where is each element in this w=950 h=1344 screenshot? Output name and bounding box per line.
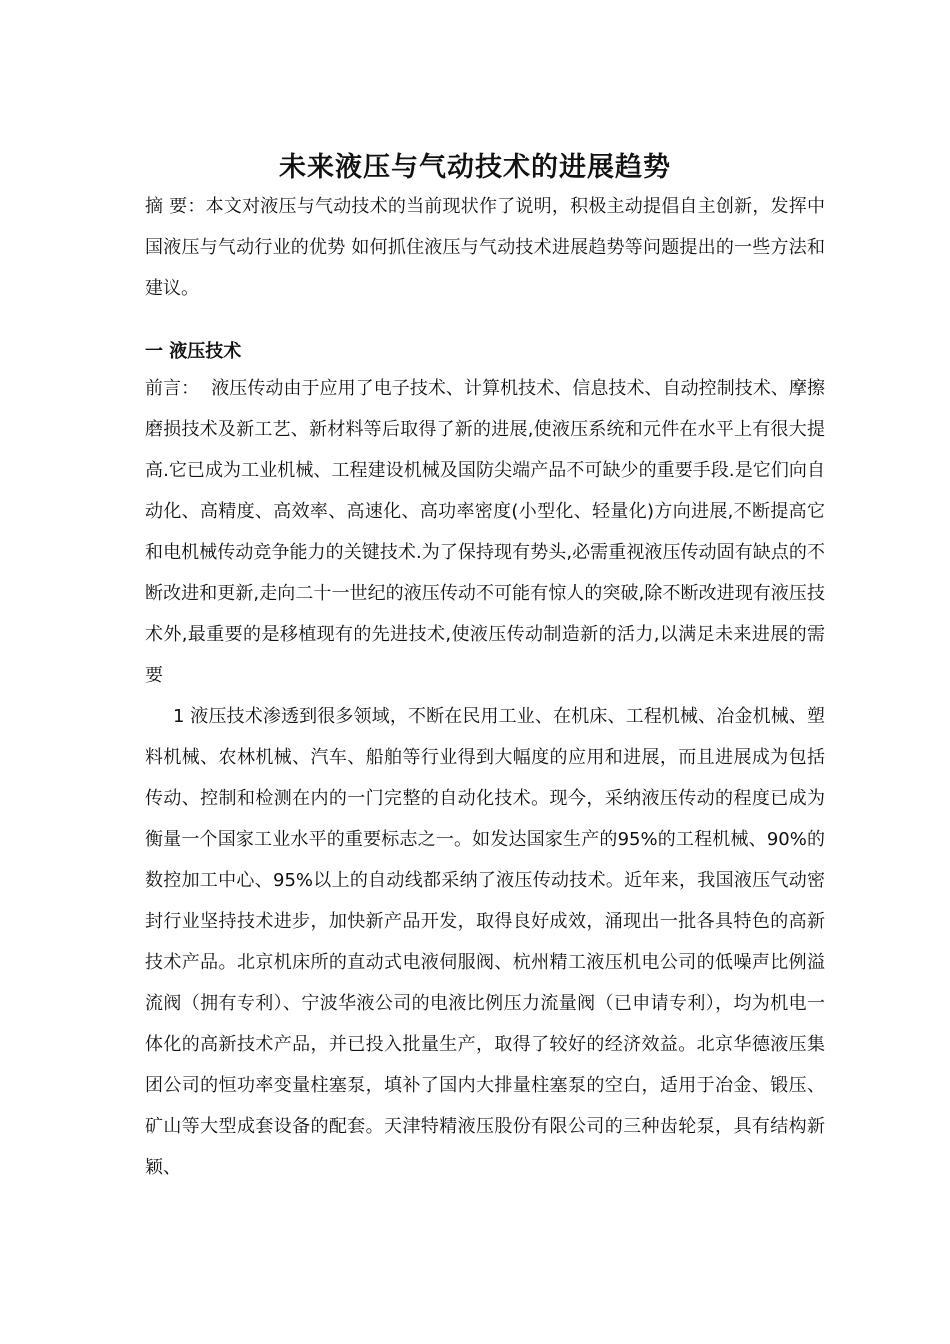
abstract-paragraph: [145, 186, 825, 309]
abstract-text: 本文对液压与气动技术的当前现状作了说明，积极主动提倡自主创新，发挥中国液压与气动行业的优势 如何抓住液压与气动技术进展趋势等问题提出的一些方法和建议。: [145, 196, 825, 299]
document-title: 未来液压与气动技术的进展趋势: [279, 152, 671, 184]
section-heading-hydraulics: 一 液压技术: [145, 341, 242, 362]
body-paragraph-1: 1 液压技术渗透到很多领域，不断在民用工业、在机床、工程机械、冶金机械、塑料机械、农林机械、汽车、船舶等行业得到大幅度的应用和进展，而且进展成为包括传动、控制和检测在内的一门完整的自动化技术。现今，采纳液压传动的程度已成为衡量一个国家工业水平的重要标志之一。如发达国家生产的95%的工程机械、90%的数控加工中心、95%以上的自动线都采纳了液压传动技术。近年来，我国液压气动密封行业坚持技术进步，加快新产品开发，取得良好成效，涌现出一批各具特色的高新技术产品。北京机床所的直动式电液伺服阀、杭州精工液压机电公司的低噪声比例溢流阀（拥有专利）、宁波华液公司的电液比例压力流量阀（已申请专利），均为机电一体化的高新技术产品，并已投入批量生产，取得了较好的经济效益。北京华德液压集团公司的恒功率变量柱塞泵，填补了国内大排量柱塞泵的空白，适用于冶金、锻压、矿山等大型成套设备的配套。天津特精液压股份有限公司的三种齿轮泵，具有结构新颖、: [145, 706, 825, 1178]
preface-text: 液压传动由于应用了电子技术、计算机技术、信息技术、自动控制技术、摩擦磨损技术及新工艺、新材料等后取得了新的进展,使液压系统和元件在水平上有很大提高.它已成为工业机械、工程建设机械及国防尖端产品不可缺少的重要手段.是它们向自动化、高精度、高效率、高速化、高功率密度(小型化、轻量化)方向进展,不断提高它和电机械传动竞争能力的关键技术.为了保持现有势头,必需重视液压传动固有缺点的不断改进和更新,走向二十一世纪的液压传动不可能有惊人的突破,除不断改进现有液压技术外,最重要的是移植现有的先进技术,使液压传动制造新的活力,以满足未来进展的需要: [145, 378, 826, 686]
preface-paragraph: [145, 368, 825, 696]
preface-label: 前言：: [145, 378, 200, 399]
abstract-label: 摘 要：: [145, 196, 206, 217]
